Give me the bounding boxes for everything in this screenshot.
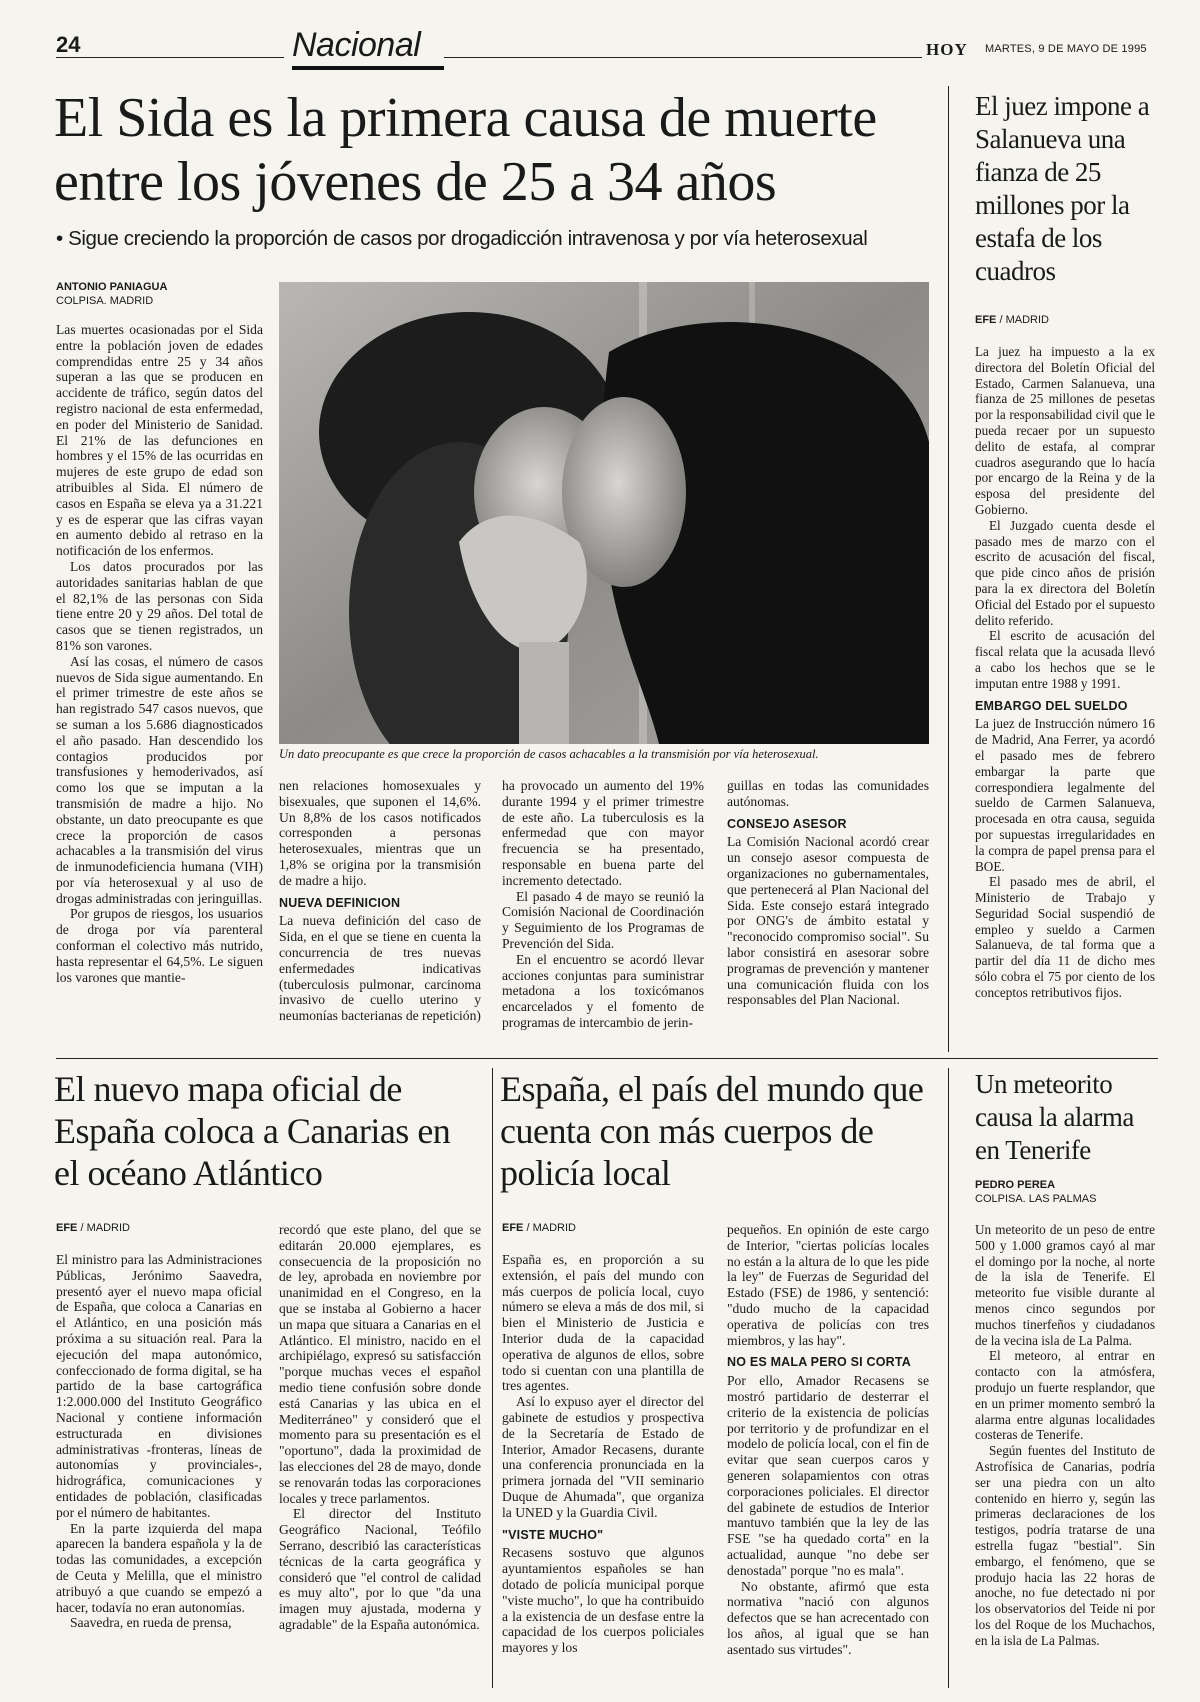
main-subhead: • Sigue creciendo la proporción de casos por drogadicción intravenosa y por vía heterosexual (56, 227, 868, 250)
paragraph: Recasens sostuvo que algunos ayuntamientos españoles se han dotado de policía municipal porque "viste mucho", lo que ha contribuido a la existencia de un desfase entre la capacidad de los cuerpos policiales mayores y los (502, 1545, 704, 1656)
paragraph: El pasado mes de abril, el Ministerio de Trabajo y Seguridad Social suspendió de empleo y sueldo a Carmen Salanueva, de tal forma que a partir del día 11 de dicho mes sólo cobra el 75 por ciento de los conceptos retributivos fijos. (975, 874, 1155, 1000)
meteorito-body (975, 1222, 1155, 1649)
paragraph: Así lo expuso ayer el director del gabinete de estudios y prospectiva de la Secretaría de Estado de Interior, Amador Recasens, durante una conferencia pronunciada en la primera jornada del "VII seminario Duque de Ahumada", que organiza la UNED y la Guardia Civil. (502, 1394, 704, 1520)
side-top-byline: EFE / MADRID (975, 314, 1049, 326)
policia-col2 (727, 1222, 929, 1658)
paragraph: El Juzgado cuenta desde el pasado mes de marzo con el escrito de acusación del fiscal, que pide cinco años de prisión para la ex directora del Boletín Oficial del Estado por el supuesto delito referido. (975, 517, 1155, 628)
paragraph: Así las cosas, el número de casos nuevos de Sida sigue aumentando. En el primer trimestre de este años se han registrado 547 casos nuevos, que se suman a los 5.686 diagnosticados el año pasado. Han descendido los contagios producidos por transfusiones y hemoderivados, así como los que se imputan a la transmisión de madre a hijo. No obstante, un dato preocupante es que crece la proporción de casos achacables a la transmisión del virus de inmunodeficiencia humana (VIH) por vía heterosexual y al uso de drogas administradas con jeringuillas. (56, 653, 263, 906)
paragraph: La nueva definición del caso de Sida, en el que se tiene en cuenta la concurrencia de tres nuevas enfermedades indicativas (tuberculosis pulmonar, carcinoma invasivo de cuello uterino y neumonías bacterianas de repetición) (279, 913, 481, 1024)
masthead-logo: HOY (926, 40, 968, 59)
main-photo (279, 282, 929, 744)
policia-byline: EFE / MADRID (502, 1222, 576, 1234)
paragraph: El ministro para las Administraciones Públicas, Jerónimo Saavedra, presentó ayer el nuevo mapa oficial de España, que coloca a Canarias en el Atlántico, en una posición más próxima a su situación real. Para la ejecución del mapa autonómico, confeccionado de forma digital, se ha partido de la base cartográfica 1:2.000.000 del Instituto Geográfico Nacional y contiene información estructurada en divisiones administrativas -fronteras, líneas de autonomías y provinciales-, hidrográfica, comunicaciones y entidades de población, clasificadas por el número de habitantes. (56, 1252, 262, 1520)
main-col2 (279, 778, 481, 1024)
paragraph: nen relaciones homosexuales y bisexuales, que suponen el 14,6%. Un 8,8% de los casos notificados corresponden a personas heterosexuales, mientras que un 1,8% se origina por la transmisión de madre a hijo. (279, 778, 481, 888)
mapa-byline-place: MADRID (86, 1222, 130, 1234)
paragraph: ha provocado un aumento del 19% durante 1994 y el primer trimestre de este año. La tuberculosis es la enfermedad que con mayor frecuencia se ha presentado, responsable en buena parte del incremento detectado. (502, 778, 704, 888)
paragraph: Las muertes ocasionadas por el Sida entre la población joven de edades comprendidas entre 25 y 34 años superan a las que se producen en accidente de tráfico, según datos del registro nacional de esta enfermedad, en poder del Ministerio de Sanidad. El 21% de las defunciones en hombres y el 15% de las ocurridas en mujeres de este grupo de edad son atribuibles al Sida. El número de casos en España se eleva ya a 31.221 y es de esperar que las cifras vayan en aumento debido al retraso en la notificación de los enfermos. (56, 322, 263, 559)
paragraph: El meteoro, al entrar en contacto con la atmósfera, produjo un fuerte resplandor, que en un primer momento sembró la alarma entre algunas localidades costeras de Tenerife. (975, 1348, 1155, 1443)
mapa-byline-name: EFE (56, 1222, 78, 1234)
mapa-col2 (279, 1222, 481, 1633)
main-subhead-nueva-definicion: NUEVA DEFINICION (279, 895, 401, 910)
paragraph: Por grupos de riesgos, los usuarios de droga por vía parenteral conforman el colectivo más nutrido, hasta representar el 64,5%. Le siguen los varones que mantie- (56, 906, 263, 985)
main-byline (56, 280, 256, 308)
section-title: Nacional (292, 26, 421, 64)
policia-subhead-no-es-mala: NO ES MALA PERO SI CORTA (727, 1355, 911, 1370)
mapa-headline: El nuevo mapa oficial de España coloca a Canarias en el océano Atlántico (54, 1069, 451, 1193)
paragraph: La juez de Instrucción número 16 de Madrid, Ana Ferrer, ya acordó el pasado mes de febrero embargar la parte que correspondiera legalmente del sueldo de Carmen Salanueva, procesada en otra causa, seguida por supuestas irregularidades en la compra de papel prensa para el BOE. (975, 716, 1155, 874)
policia-col1 (502, 1252, 704, 1656)
paragraph: Un meteorito de un peso de entre 500 y 1.000 gramos cayó al mar el domingo por la noche, al norte de la isla de Tenerife. El meteorito fue visible durante al menos cinco segundos por muchos tinerfeños y ciudadanos de la vecina isla de La Palma. (975, 1222, 1155, 1348)
policia-byline-place: MADRID (532, 1222, 576, 1234)
policia-byline-name: EFE (502, 1222, 524, 1234)
paragraph: No obstante, afirmó que esta normativa "nació con algunos defectos que se han acrecentado con los años, al igual que se han asentado sus virtudes". (727, 1578, 929, 1657)
side-top-byline-name: EFE (975, 314, 997, 326)
main-col1 (56, 322, 263, 985)
main-headline (54, 86, 924, 214)
page-number: 24 (56, 32, 81, 57)
side-top-subhead: EMBARGO DEL SUELDO (975, 698, 1128, 713)
main-byline-place: COLPISA. MADRID (56, 295, 154, 307)
meteorito-byline-name: PEDRO PEREA (975, 1179, 1056, 1191)
main-byline-name: ANTONIO PANIAGUA (56, 281, 168, 293)
mapa-byline: EFE / MADRID (56, 1222, 130, 1234)
main-col4 (727, 778, 929, 1008)
kissing-couple-photo (279, 282, 929, 744)
paragraph: Por ello, Amador Recasens se mostró partidario de desterrar el criterio de la existencia de policías por territorio y de profundizar en el modelo de policía local, con el fin de evitar que sean cuerpos caros y generen solapamientos con otras corporaciones policiales. El director del gabinete de estudios de Interior mantuvo también que la ley de las FSE "se ha quedado corta" en la actualidad, aunque "no debe ser denostada" porque "no es mala". (727, 1373, 929, 1578)
paragraph: Según fuentes del Instituto de Astrofísica de Canarias, podría ser una piedra con un alto contenido en hierro y, según las primeras declaraciones de los testigos, podría tratarse de una estrella fugaz "bestial". Sin embargo, el fenómeno, que se produjo hacia las 22 horas de anoche, no fue detectado ni por los observatorios del Teide ni por los del Roque de los Muchachos, en la isla de La Palmas. (975, 1443, 1155, 1648)
paragraph: España es, en proporción a su extensión, el país del mundo con más cuerpos de policía local, cuyo número se eleva a más de dos mil, si bien el Ministerio de Justicia e Interior duda de la capacidad operativa de algunos de ellos, sobre todo si cuentan con una plantilla de tres agentes. (502, 1252, 704, 1394)
main-headline-line2: entre los jóvenes de 25 a 34 años (54, 151, 777, 213)
paragraph: La juez ha impuesto a la ex directora del Boletín Oficial del Estado, Carmen Salanueva, una fianza de 25 millones de pesetas por la responsabilidad civil que le pueda recaer por un supuesto delito de estafa, al comprar cuadros asegurando que lo hacía por encargo de la Reina y de la esposa del presidente del Gobierno. (975, 344, 1155, 517)
policia-subhead-viste-mucho: "VISTE MUCHO" (502, 1527, 604, 1542)
photo-caption: Un dato preocupante es que crece la proporción de casos achacables a la transmisión por vía heterosexual. (279, 747, 819, 761)
mapa-col1 (56, 1252, 262, 1631)
meteorito-byline-place: COLPISA. LAS PALMAS (975, 1193, 1097, 1205)
paragraph: Los datos procurados por las autoridades sanitarias hablan de que el 82,1% de las personas con Sida tiene entre 20 y 29 años. Del total de casos que se tienen registrados, un 81% son varones. (56, 558, 263, 653)
side-top-body (975, 344, 1155, 1001)
paragraph: El director del Instituto Geográfico Nacional, Teófilo Serrano, describió las características técnicas de la carta geográfica y consideró que "el control de calidad es muy alto", por lo que "da una imagen muy ajustada, moderna y agradable" de la España autonómica. (279, 1506, 481, 1632)
paragraph: La Comisión Nacional acordó crear un consejo asesor compuesta de organizaciones no gubernamentales, que pertenecerá al Plan Nacional del Sida. Este consejo estará integrado por ONG's de ámbito estatal y "reconocido compromiso social". Su labor consistirá en asesorar sobre programas de prevención y mantener una comunicación fluida con los responsables del Plan Nacional. (727, 834, 929, 1008)
side-top-byline-place: MADRID (1005, 314, 1049, 326)
paragraph: guillas en todas las comunidades autónomas. (727, 778, 929, 809)
paragraph: recordó que este plano, del que se editarán 20.000 ejemplares, es consecuencia de la proposición no de ley, aprobada en noviembre por unanimidad en el Congreso, en la que se instaba al Gobierno a hacer un mapa que situara a Canarias en el Atlántico. El ministro, nacido en el archipiélago, expresó su satisfacción "porque muchas veces el español medio tiene confusión sobre donde está Canarias y las ubica en el Mediterráneo" y consideró que el momento para su presentación es el "oportuno", dada la proximidad de las elecciones del 28 de mayo, donde se renovarán todas las corporaciones locales y trece parlamentos. (279, 1222, 481, 1506)
side-top-headline: El juez impone a Salanueva una fianza de 25 millones por la estafa de los cuadros (975, 91, 1150, 286)
policia-headline: España, el país del mundo que cuenta con más cuerpos de policía local (500, 1069, 924, 1193)
paragraph: pequeños. En opinión de este cargo de Interior, "ciertas policías locales no están a la altura de lo que les pide la ley" de Fuerzas de Seguridad del Estado (FSE) de 1986, y sentenció: "dudo mucho de la capacidad operativa de policías con tres miembros, y las hay". (727, 1222, 929, 1348)
meteorito-byline (975, 1178, 1096, 1206)
paragraph: El escrito de acusación del fiscal relata que la acusada llevó a cabo los hechos que se le imputan entre 1988 y 1991. (975, 628, 1155, 691)
paragraph: El pasado 4 de mayo se reunió la Comisión Nacional de Coordinación y Seguimiento de los Programas de Prevención del Sida. (502, 888, 704, 951)
paragraph: En la parte izquierda del mapa aparecen la bandera española y la de todas las comunidades, a excepción de Ceuta y Melilla, que el ministro atribuyó a que cuando se empezó a hacer, todavía no eran autonomías. (56, 1520, 262, 1615)
main-subhead-consejo-asesor: CONSEJO ASESOR (727, 816, 847, 831)
main-col3 (502, 778, 704, 1031)
paragraph: Saavedra, en rueda de prensa, (70, 1615, 232, 1631)
meteorito-headline: Un meteorito causa la alarma en Tenerife (975, 1069, 1134, 1165)
main-headline-line1: El Sida es la primera causa de muerte (54, 87, 877, 149)
paragraph: En el encuentro se acordó llevar acciones conjuntas para suministrar metadona a los toxicómanos encarcelados y el fomento de programas de intercambio de jerin- (502, 951, 704, 1030)
issue-date: MARTES, 9 DE MAYO DE 1995 (985, 43, 1147, 55)
